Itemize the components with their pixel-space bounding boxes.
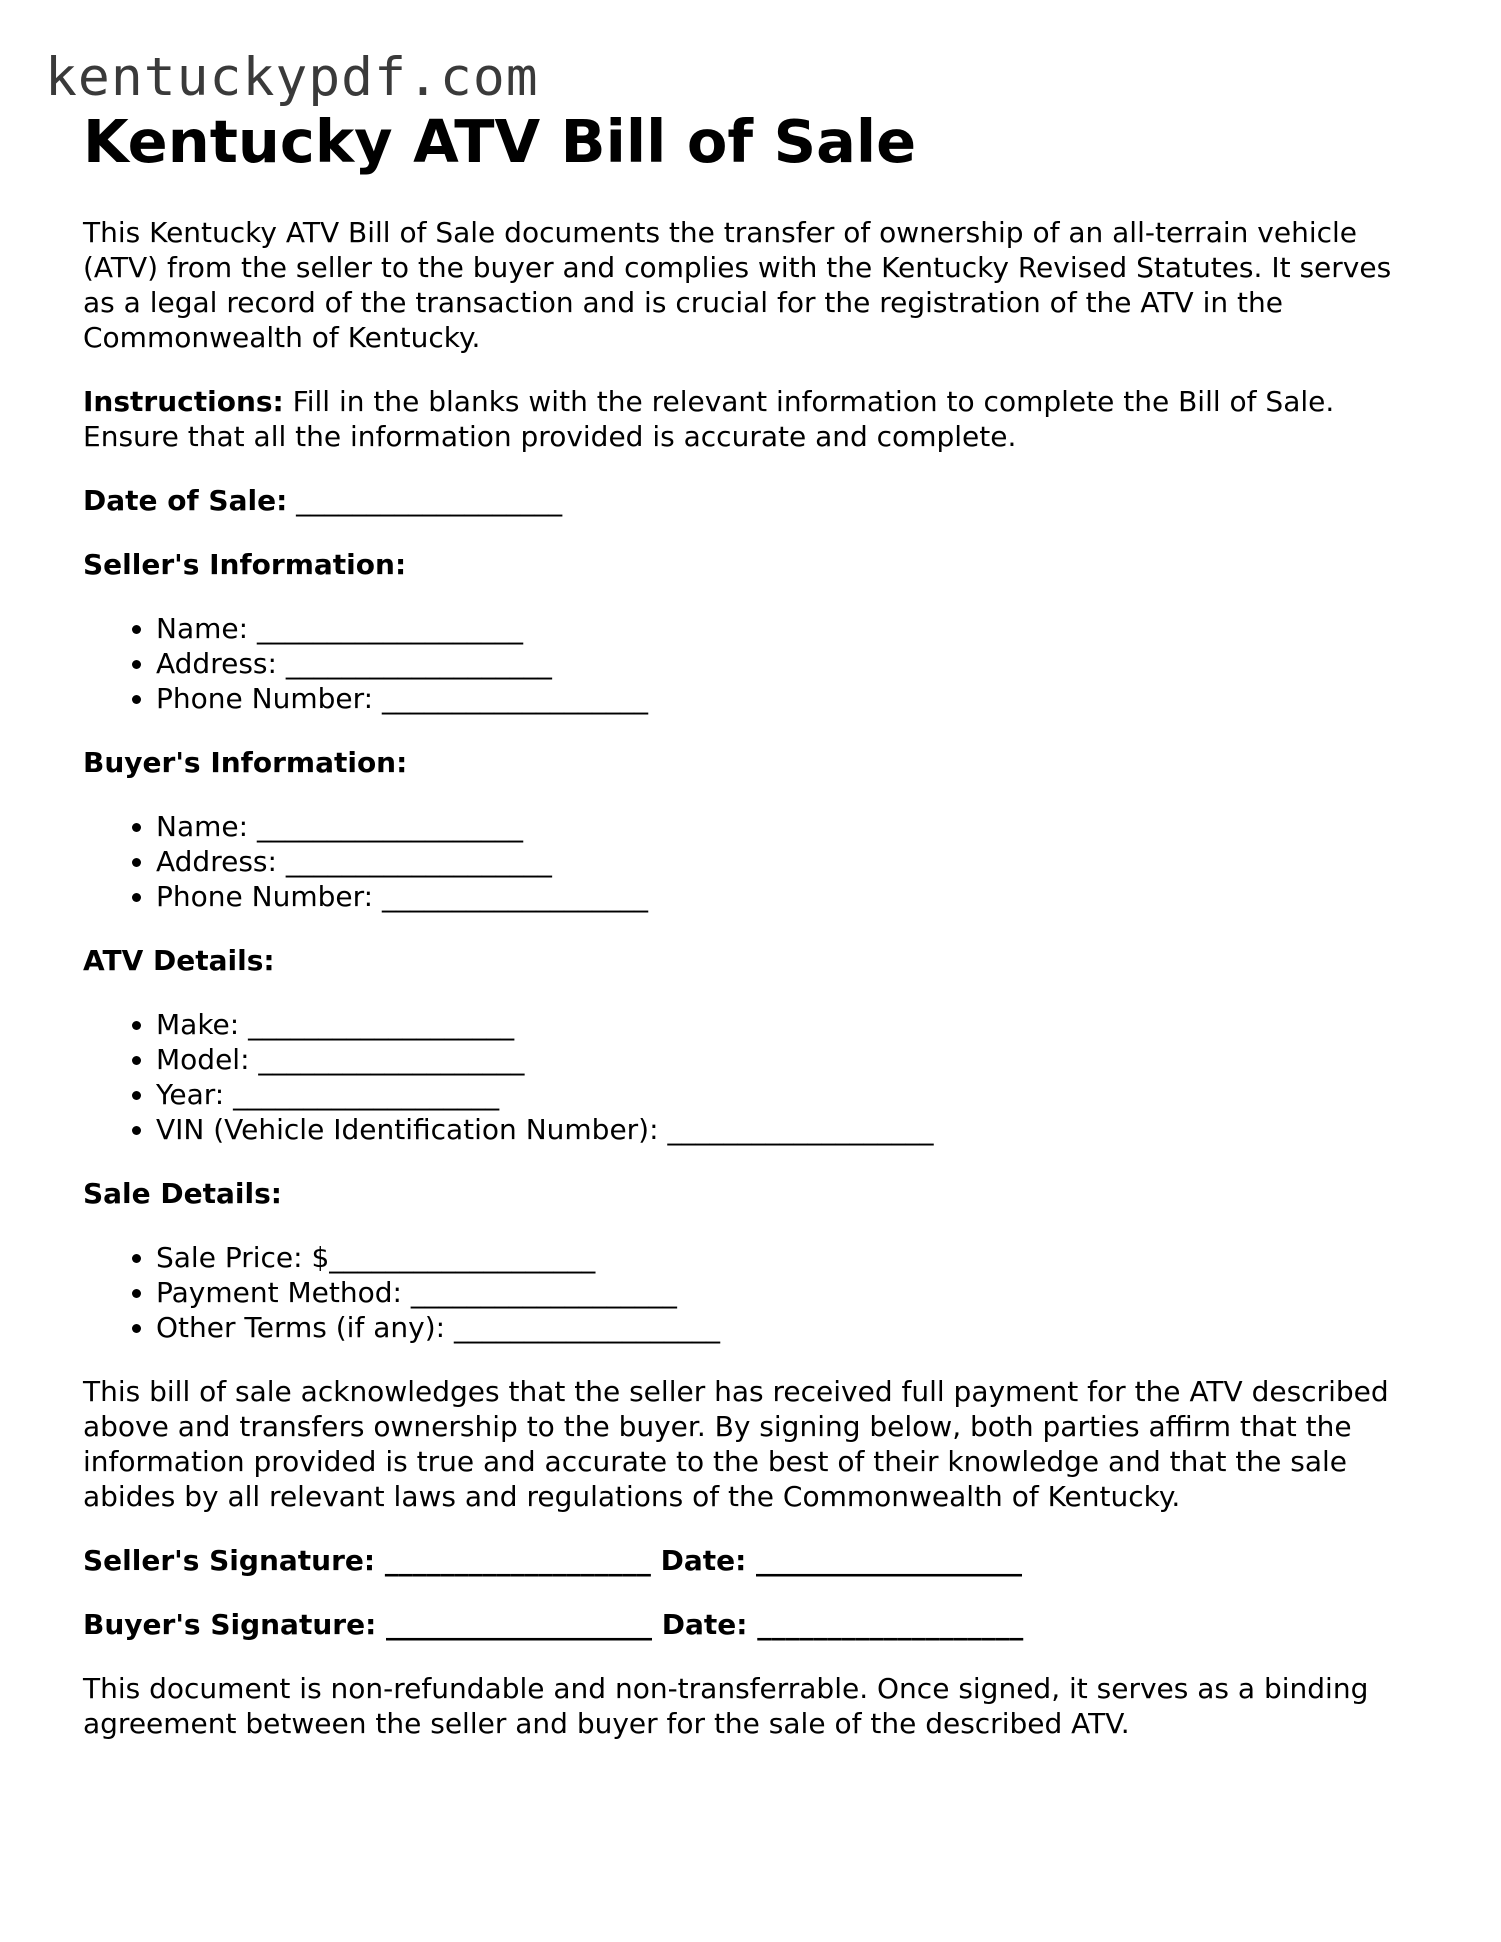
seller-info-list xyxy=(83,611,1428,716)
buyer-signature-line: Buyer's Signature: ___________________ Date: ___________________ xyxy=(83,1608,1024,1641)
sale-details-heading: Sale Details: xyxy=(83,1177,282,1210)
seller-signature-line: Seller's Signature: ___________________ Date: ___________________ xyxy=(83,1544,1023,1577)
buyer-address-field: • Address: ___________________ xyxy=(156,844,1428,879)
atv-make-field: • Make: ___________________ xyxy=(156,1007,1428,1042)
other-terms-field: • Other Terms (if any): ___________________ xyxy=(156,1310,1428,1345)
intro-paragraph: This Kentucky ATV Bill of Sale documents the transfer of ownership of an all-terrain vehicle (ATV) from the seller to the buyer and complies with the Kentucky Revised Statutes. It serves as a legal record of the transaction and is crucial for the registration of the ATV in the Commonwealth of Kentucky. xyxy=(83,216,1392,354)
instructions-text: Fill in the blanks with the relevant information to complete the Bill of Sale. Ensure that all the information provided is accurate and complete. xyxy=(83,385,1335,453)
buyer-info-heading: Buyer's Information: xyxy=(83,746,408,779)
buyer-info-list xyxy=(83,809,1428,914)
seller-info-heading: Seller's Information: xyxy=(83,548,407,581)
watermark: kentuckypdf.com xyxy=(45,47,539,108)
buyer-name-field: • Name: ___________________ xyxy=(156,809,1428,844)
sale-price-field: • Sale Price: $___________________ xyxy=(156,1240,1428,1275)
atv-details-list xyxy=(83,1007,1428,1147)
seller-address-field: • Address: ___________________ xyxy=(156,646,1428,681)
atv-vin-field: • VIN (Vehicle Identification Number): ___________________ xyxy=(156,1112,1428,1147)
seller-phone-field: • Phone Number: ___________________ xyxy=(156,681,1428,716)
atv-model-field: • Model: ___________________ xyxy=(156,1042,1428,1077)
seller-name-field: • Name: ___________________ xyxy=(156,611,1428,646)
document-body xyxy=(83,104,1428,1741)
date-of-sale-label: Date of Sale: xyxy=(83,484,288,517)
payment-method-field: • Payment Method: ___________________ xyxy=(156,1275,1428,1310)
date-of-sale-blank: ___________________ xyxy=(287,484,563,517)
date-of-sale-field xyxy=(83,483,1428,518)
sale-details-list xyxy=(83,1240,1428,1345)
document-title: Kentucky ATV Bill of Sale xyxy=(83,107,917,176)
buyer-phone-field: • Phone Number: ___________________ xyxy=(156,879,1428,914)
atv-year-field: • Year: ___________________ xyxy=(156,1077,1428,1112)
instructions-label: Instructions: xyxy=(83,385,284,418)
instructions-paragraph xyxy=(83,384,1428,454)
closing-paragraph: This document is non-refundable and non-transferrable. Once signed, it serves as a binding agreement between the seller and buyer for the sale of the described ATV. xyxy=(83,1672,1369,1740)
atv-details-heading: ATV Details: xyxy=(83,944,275,977)
acknowledgement-paragraph: This bill of sale acknowledges that the seller has received full payment for the ATV described above and transfers ownership to the buyer. By signing below, both parties affirm that the information provided is true and accurate to the best of their knowledge and that the sale abides by all relevant laws and regulations of the Commonwealth of Kentucky. xyxy=(83,1375,1389,1513)
